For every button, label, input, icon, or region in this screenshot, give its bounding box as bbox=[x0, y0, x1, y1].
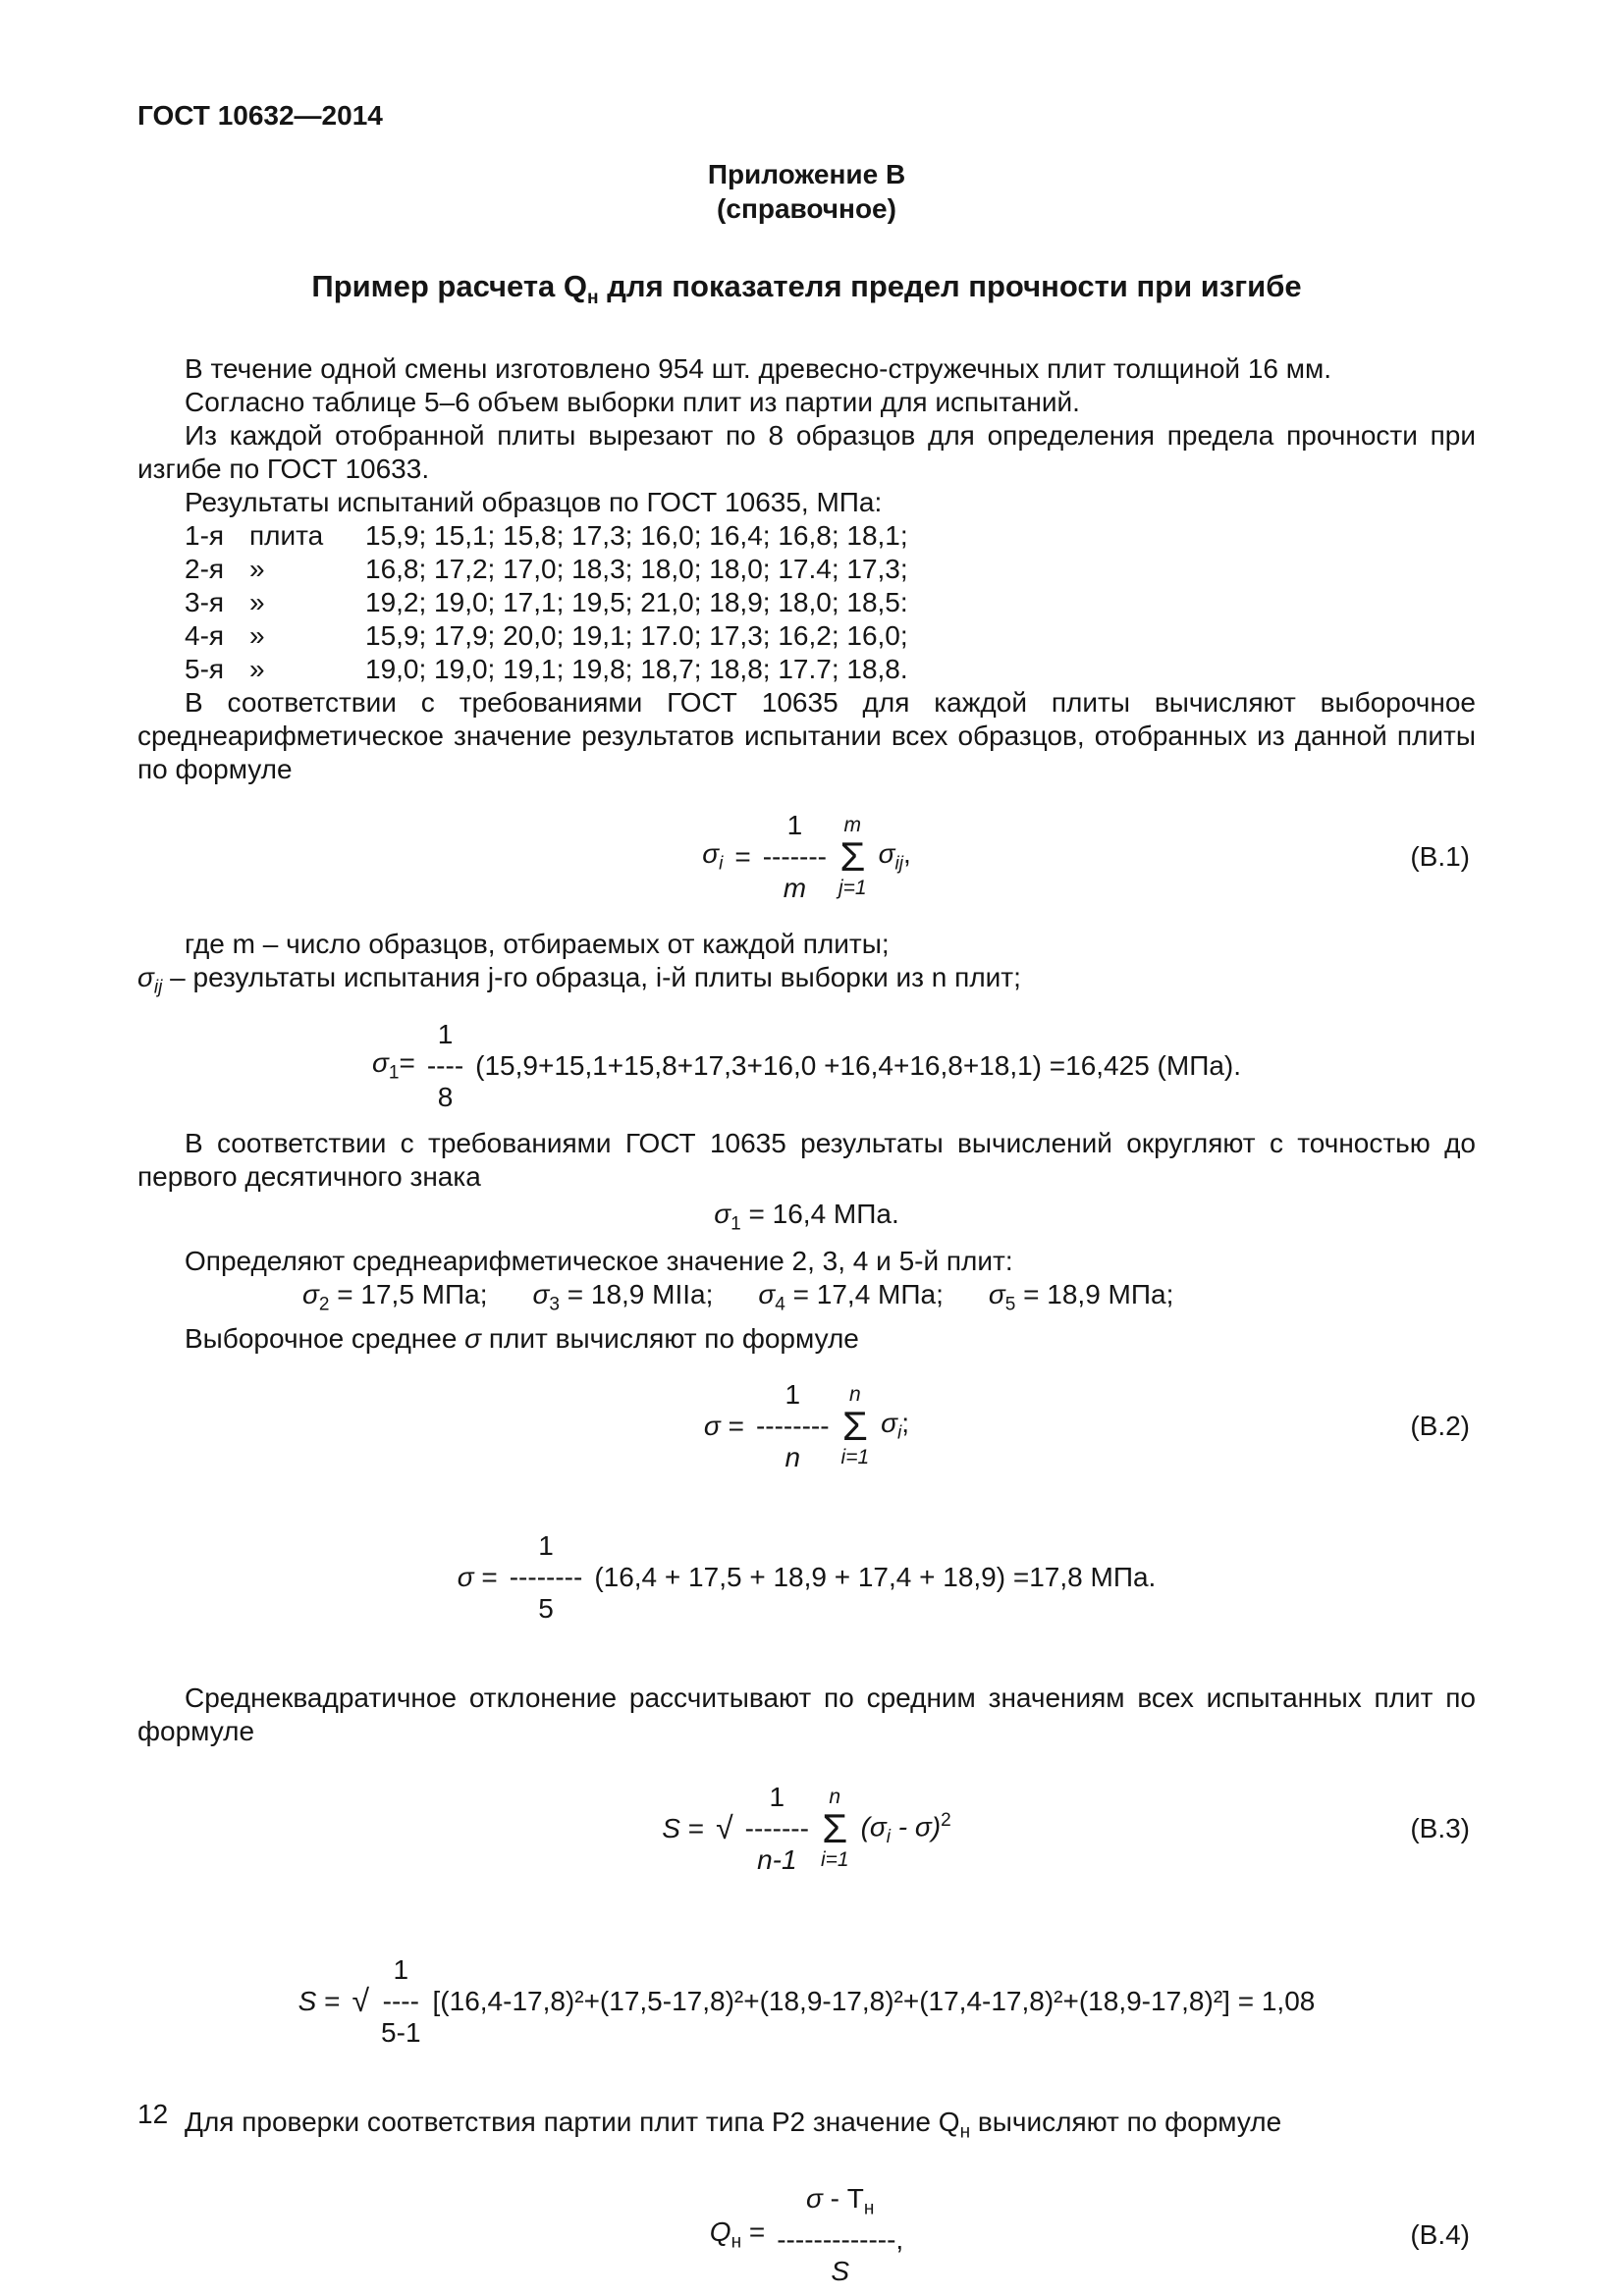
sigma-expression: (16,4 + 17,5 + 18,9 + 17,4 + 18,9) =17,8 МПа. bbox=[594, 1561, 1157, 1592]
test-results-list bbox=[185, 519, 1476, 686]
sigma-lhs: σ = bbox=[457, 1561, 498, 1592]
summation: m Σ j=1 bbox=[839, 814, 867, 900]
plate-values: 16,8; 17,2; 17,0; 18,3; 18,0; 18,0; 17.4; 17,3; bbox=[365, 554, 908, 585]
formula-b3-lhs: S = bbox=[662, 1812, 705, 1843]
paragraph-shift-production: В течение одной смены изготовлено 954 шт. древесно-стружечных плит толщиной 16 мм. bbox=[185, 353, 1332, 385]
fraction: 1 -------- n bbox=[755, 1378, 830, 1472]
page-title: Пример расчета $Q_н$ для показателя предел прочности при изгибе bbox=[311, 269, 1302, 309]
paragraph-other-plates: Определяют среднеарифметическое значение 2, 3, 4 и 5-й плит: bbox=[185, 1246, 1013, 1277]
sigma-5-value: $\sigma_5 = 18,9$ МПа; bbox=[988, 1279, 1174, 1315]
paragraph-rounding: В соответствии с требованиями ГОСТ 10635 результаты вычислений округляют с точностью до первого десятичного знака bbox=[137, 1127, 1476, 1192]
plate-row-5: 5-я » 19,0; 19,0; 19,1; 19,8; 18,7; 18,8; 17.7; 18,8. bbox=[185, 654, 908, 685]
formula-label-b2: (В.2) bbox=[1410, 1410, 1470, 1441]
appendix-name: Приложение В bbox=[707, 159, 906, 189]
s-expression: [(16,4-17,8)²+(17,5-17,8)²+(18,9-17,8)²+(17,4-17,8)²+(18,9-17,8)²] = 1,08 bbox=[432, 1985, 1316, 2016]
paragraph-sampling: Согласно таблице 5–6 объем выборки плит из партии для испытаний. bbox=[185, 387, 1080, 418]
fraction: 1 ---- 5-1 bbox=[381, 1953, 421, 2048]
fraction: 1 ------- m bbox=[762, 810, 827, 904]
summation: n Σ i=1 bbox=[820, 1785, 849, 1871]
summation: n Σ i=1 bbox=[840, 1382, 870, 1468]
plate-row-3: 3-я » 19,2; 19,0; 17,1; 19,5; 21,0; 18,9; 18,0; 18,5: bbox=[185, 587, 908, 618]
plate-row-4: 4-я » 15,9; 17,9; 20,0; 19,1; 17.0; 17,3; 16,2; 16,0; bbox=[185, 620, 908, 652]
page-number: 12 bbox=[137, 2099, 169, 2129]
radical-sign: √ bbox=[352, 1983, 370, 2019]
plate-row-2: 2-я » 16,8; 17,2; 17,0; 18,3; 18,0; 18,0; 17.4; 17,3; bbox=[185, 554, 908, 585]
paragraph-qn-check: Для проверки соответствия партии плит типа Р2 значение $Q_н$ вычисляют по формуле bbox=[185, 2106, 1282, 2143]
paragraph-mean-definition: В соответствии с требованиями ГОСТ 10635 для каждой плиты вычисляют выборочное среднеарифметическое значение результатов испытании всех образцов, отобранных из данной плиты по формуле bbox=[137, 687, 1476, 785]
appendix-note: (справочное) bbox=[717, 193, 896, 224]
paragraph-sample-mean: Выборочное среднее σ плит вычисляют по формуле bbox=[185, 1322, 859, 1354]
sigma1-lhs: $\sigma_1=$ bbox=[372, 1046, 415, 1084]
formula-b3 bbox=[137, 1782, 1476, 1876]
plate-values: 15,9; 17,9; 20,0; 19,1; 17.0; 17,3; 16,2; 16,0; bbox=[365, 620, 908, 652]
formula-b2-lhs: σ = bbox=[703, 1410, 744, 1441]
paragraph-standard-deviation: Среднеквадратичное отклонение рассчитывают по средним значениям всех испытанных плит по формуле bbox=[137, 1682, 1476, 1746]
sigma-2-value: $\sigma_2 = 17,5$ МПа; bbox=[302, 1279, 488, 1315]
formula-label-b1: (В.1) bbox=[1410, 841, 1470, 873]
sigma-mean-values bbox=[137, 1278, 1476, 1322]
plate-row-1: 1-я плита 15,9; 15,1; 15,8; 17,3; 16,0; 16,4; 16,8; 18,1; bbox=[185, 520, 908, 552]
s-lhs: S = bbox=[298, 1985, 341, 2016]
formula-label-b4: (В.4) bbox=[1410, 2218, 1470, 2250]
fraction: 1 ------- n-1 bbox=[744, 1781, 809, 1875]
document-content bbox=[137, 100, 1476, 2296]
fraction: 1 -------- 5 bbox=[509, 1529, 583, 1624]
radical-sign: √ bbox=[716, 1810, 733, 1846]
appendix-heading bbox=[137, 157, 1476, 226]
formula-b2-rhs: $\sigma_i$; bbox=[881, 1408, 910, 1444]
formula-b1-lhs: $\sigma_i$ bbox=[702, 838, 724, 875]
formula-b1: $\sigma_i$ = 1 ------- m m Σ j=1 $\sigma_{ij}$, (В.1) bbox=[702, 810, 1470, 904]
formula-sigma-calculation bbox=[137, 1530, 1476, 1625]
fraction: σ - $Т_н$ -------------, S bbox=[777, 2182, 904, 2287]
where-clause-sigma: $\sigma_{ij}$ – результаты испытания j-го образца, i-й плиты выборки из n плит; bbox=[137, 962, 1021, 998]
sigma-3-value: $\sigma_3 = 18,9$ МIIа; bbox=[532, 1279, 714, 1315]
fraction: 1 ---- 8 bbox=[426, 1018, 464, 1112]
fraction-numerator: σ - $Т_н$ bbox=[806, 2182, 875, 2219]
formula-b2 bbox=[137, 1379, 1476, 1473]
plate-values: 19,2; 19,0; 17,1; 19,5; 21,0; 18,9; 18,0; 18,5: bbox=[365, 587, 908, 618]
plate-values: 15,9; 15,1; 15,8; 17,3; 16,0; 16,4; 16,8; 18,1; bbox=[365, 520, 908, 552]
formula-sigma1-calculation bbox=[137, 1019, 1476, 1113]
formula-b1-rhs: $\sigma_{ij}$, bbox=[878, 838, 911, 875]
plate-values: 19,0; 19,0; 19,1; 19,8; 18,7; 18,8; 17.7; 18,8. bbox=[365, 654, 908, 685]
sigma1-expression: (15,9+15,1+15,8+17,3+16,0 +16,4+16,8+18,1) =16,425 (МПа). bbox=[475, 1049, 1241, 1081]
formula-b3-rhs: $(\sigma_i - \sigma)^2$ bbox=[860, 1809, 951, 1847]
sigma-4-value: $\sigma_4 = 17,4$ МПа; bbox=[758, 1279, 944, 1315]
document-header: ГОСТ 10632—2014 bbox=[137, 100, 383, 131]
paragraph-results-intro: Результаты испытаний образцов по ГОСТ 10635, МПа: bbox=[185, 487, 883, 518]
where-clause-m: где m – число образцов, отбираемых от каждой плиты; bbox=[185, 929, 890, 960]
sigma1-result: $\sigma_1 = 16,4$ МПа. bbox=[714, 1198, 899, 1235]
formula-s-calculation bbox=[137, 1954, 1476, 2049]
paragraph-specimens: Из каждой отобранной плиты вырезают по 8 образцов для определения предела прочности при изгибе по ГОСТ 10633. bbox=[137, 420, 1476, 485]
formula-b4 bbox=[137, 2183, 1476, 2288]
formula-label-b3: (В.3) bbox=[1410, 1812, 1470, 1843]
formula-b4-lhs: $Q_н$ = bbox=[709, 2216, 766, 2253]
